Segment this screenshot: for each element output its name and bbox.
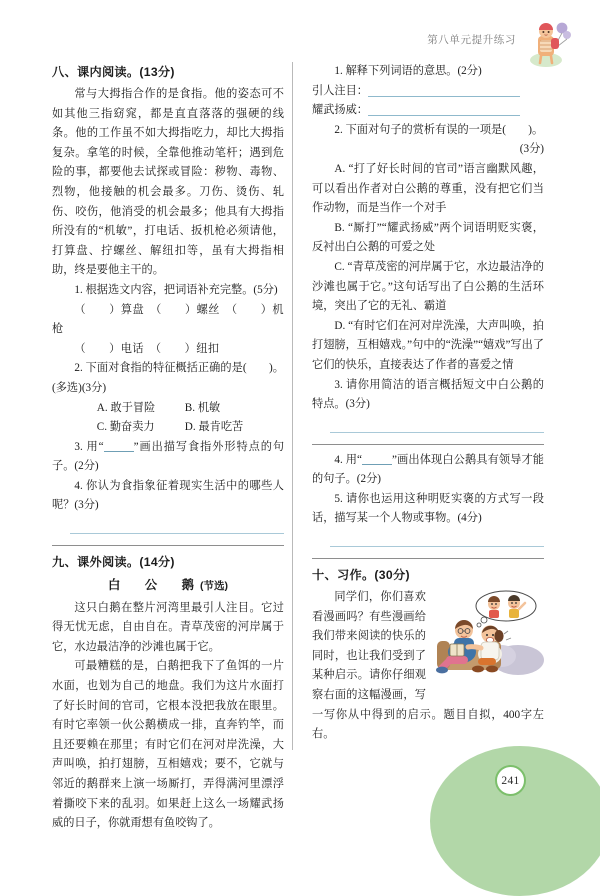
section-heading-9: 九、课外阅读。(14分) bbox=[52, 555, 175, 570]
answer-blank[interactable] bbox=[368, 104, 520, 116]
section-separator-rule bbox=[312, 558, 544, 559]
section8-q3 bbox=[52, 438, 284, 477]
family-reading-comics-icon bbox=[432, 590, 544, 688]
option-b[interactable]: B. 机敏 bbox=[184, 401, 221, 414]
section10-prompt: 同学们，你们喜欢看漫画吗？有些漫画给我们带来阅读的快乐的同时，也让我们受到了某种启示。请你仔细观察右面的这幅漫画，写一写你从中得到的启示。题目自拟，400字左右。 bbox=[312, 591, 544, 741]
story-title-main: 白 公 鹅 bbox=[108, 578, 200, 593]
section8-q3-prefix: 3. 用“ bbox=[74, 440, 104, 453]
section8-q1-blanks-row2[interactable]: （ ）电话 （ ）纽扣 bbox=[74, 342, 220, 355]
column-divider bbox=[292, 62, 293, 750]
section8-q2-options-row2[interactable] bbox=[52, 418, 284, 438]
option-c[interactable]: C. 勤奋卖力 bbox=[96, 421, 155, 434]
section9-q2-stem: 2. 下面对句子的赏析有误的一项是( )。 bbox=[334, 123, 544, 136]
story-title bbox=[52, 576, 284, 597]
page-header-title: 第八单元提升练习 bbox=[427, 34, 516, 46]
answer-line[interactable] bbox=[70, 533, 284, 534]
section-separator-rule bbox=[312, 444, 544, 445]
underline-mark-icon bbox=[104, 451, 134, 452]
section9-passage-p1: 这只白鹅在整片河湾里最引人注目。它过得无忧无虑，自由自在。青草茂密的河岸属于它，水边最洁净的沙滩也属于它。 bbox=[52, 601, 284, 653]
answer-line[interactable] bbox=[330, 546, 544, 547]
answer-line[interactable] bbox=[330, 432, 544, 433]
section9-q5: 5. 请你也运用这种明贬实褒的方式写一段话，描写某一个人物或事物。(4分) bbox=[312, 492, 544, 525]
section8-q3-suffix: ”画出描写食指外形特点的句子。(2分) bbox=[52, 440, 285, 473]
section9-q1-term2[interactable] bbox=[312, 101, 544, 121]
section9-q3: 3. 请你用简洁的语言概括短文中白公鹅的特点。(3分) bbox=[312, 378, 544, 411]
mascot-icon bbox=[522, 20, 574, 68]
left-column bbox=[52, 62, 284, 834]
section8-q1-text: 1. 根据选文内容，把词语补充完整。(5分) bbox=[74, 283, 278, 296]
section9-q1-term1[interactable] bbox=[312, 82, 544, 102]
underline-mark-icon bbox=[362, 464, 392, 465]
section9-q2-score: (3分) bbox=[519, 143, 544, 156]
section9-q1-text: 1. 解释下列词语的意思。(2分) bbox=[334, 65, 482, 77]
section8-q2-options-row1[interactable] bbox=[52, 399, 284, 419]
section9-q2-option-d[interactable]: D. “有时它们在河对岸洗澡，大声叫唤，拍打翅膀，互相嬉戏。”句中的“洗澡”“嬉戏”写出了它们的快乐，直接表达了作者的喜爱之情 bbox=[312, 319, 544, 371]
section8-q4: 4. 你认为食指象征着现实生活中的哪些人呢？(3分) bbox=[52, 479, 284, 512]
term-label-2: 耀武扬威： bbox=[312, 104, 368, 117]
section8-q2-stem: 2. 下面对食指的特征概括正确的是( )。(多选)(3分) bbox=[52, 362, 284, 394]
section-separator-rule bbox=[52, 545, 284, 546]
section-heading-10: 十、习作。(30分) bbox=[312, 568, 410, 583]
term-label-1: 引人注目： bbox=[312, 84, 368, 97]
answer-blank[interactable] bbox=[368, 85, 520, 97]
section9-q4-suffix: ”画出体现白公鹅具有领导才能的句子。(2分) bbox=[312, 453, 544, 486]
section8-passage: 常与大拇指合作的是食指。他的姿态可不如其他三指窈窕，都是直直落落的强硬的线条。他的工作虽不如大拇指吃力，却比大拇指复杂。拿笔的时候，全靠他推动笔杆；遇到危险的事，都要他去试探或冒险：秽物、毒物、烈物，他接触的机会最多。刀伤、烫伤、轧伤、咬伤，他消受的机会最多；他具有大拇指所没有的“机敏”，打电话、扳机枪必须请他，打算盘、拧螺丝、解纽扣等，虽有大拇指相助，终是要他主干的。 bbox=[52, 88, 284, 277]
option-d[interactable]: D. 最肯吃苦 bbox=[184, 421, 244, 434]
section-heading-8: 八、课内阅读。(13分) bbox=[52, 65, 175, 79]
page-number: 241 bbox=[495, 765, 526, 796]
right-column bbox=[312, 62, 544, 745]
story-title-suffix: (节选) bbox=[199, 580, 228, 593]
section8-q1-blanks-row1[interactable]: （ ）算盘 （ ）螺丝 （ ）机枪 bbox=[52, 303, 284, 336]
section9-q2-option-c[interactable]: C. “青草茂密的河岸属于它，水边最洁净的沙滩也属于它。”这句话写出了白公鹅的生活环境，突出了它的无礼、霸道 bbox=[312, 260, 544, 313]
section9-q2-option-b[interactable]: B. “厮打”“耀武扬威”两个词语明贬实褒，反衬出白公鹅的可爱之处 bbox=[312, 221, 544, 254]
option-a[interactable]: A. 敢于冒险 bbox=[96, 401, 156, 414]
section9-passage-p2: 可最糟糕的是，白鹅把我下了鱼饵的一片水面，也划为自己的地盘。我们为这片水面打了好长时间的官司，它根本没把我放在眼里。有时它率领一伙公鹅横成一排，直奔钓竿，而且还要赖在那里；有时它们在河对岸洗澡，大声叫唤，拍打翅膀，互相嬉戏；要不，它就与邻近的鹅群来上演一场厮打，弄得满河里漂浮着撕咬下来的乱羽。如果赶上这么一场耀武扬威的日子，你就甭想有鱼咬钩了。 bbox=[52, 660, 284, 830]
section9-q4-prefix: 4. 用“ bbox=[334, 453, 362, 466]
section9-q2-option-a[interactable]: A. “打了好长时间的官司”语言幽默风趣，可以看出作者对白公鹅的尊重，没有把它们当作动物，而是当作一个对手 bbox=[312, 162, 544, 215]
page-header bbox=[0, 18, 600, 62]
section9-q4 bbox=[312, 451, 544, 490]
comic-illustration bbox=[432, 590, 544, 688]
